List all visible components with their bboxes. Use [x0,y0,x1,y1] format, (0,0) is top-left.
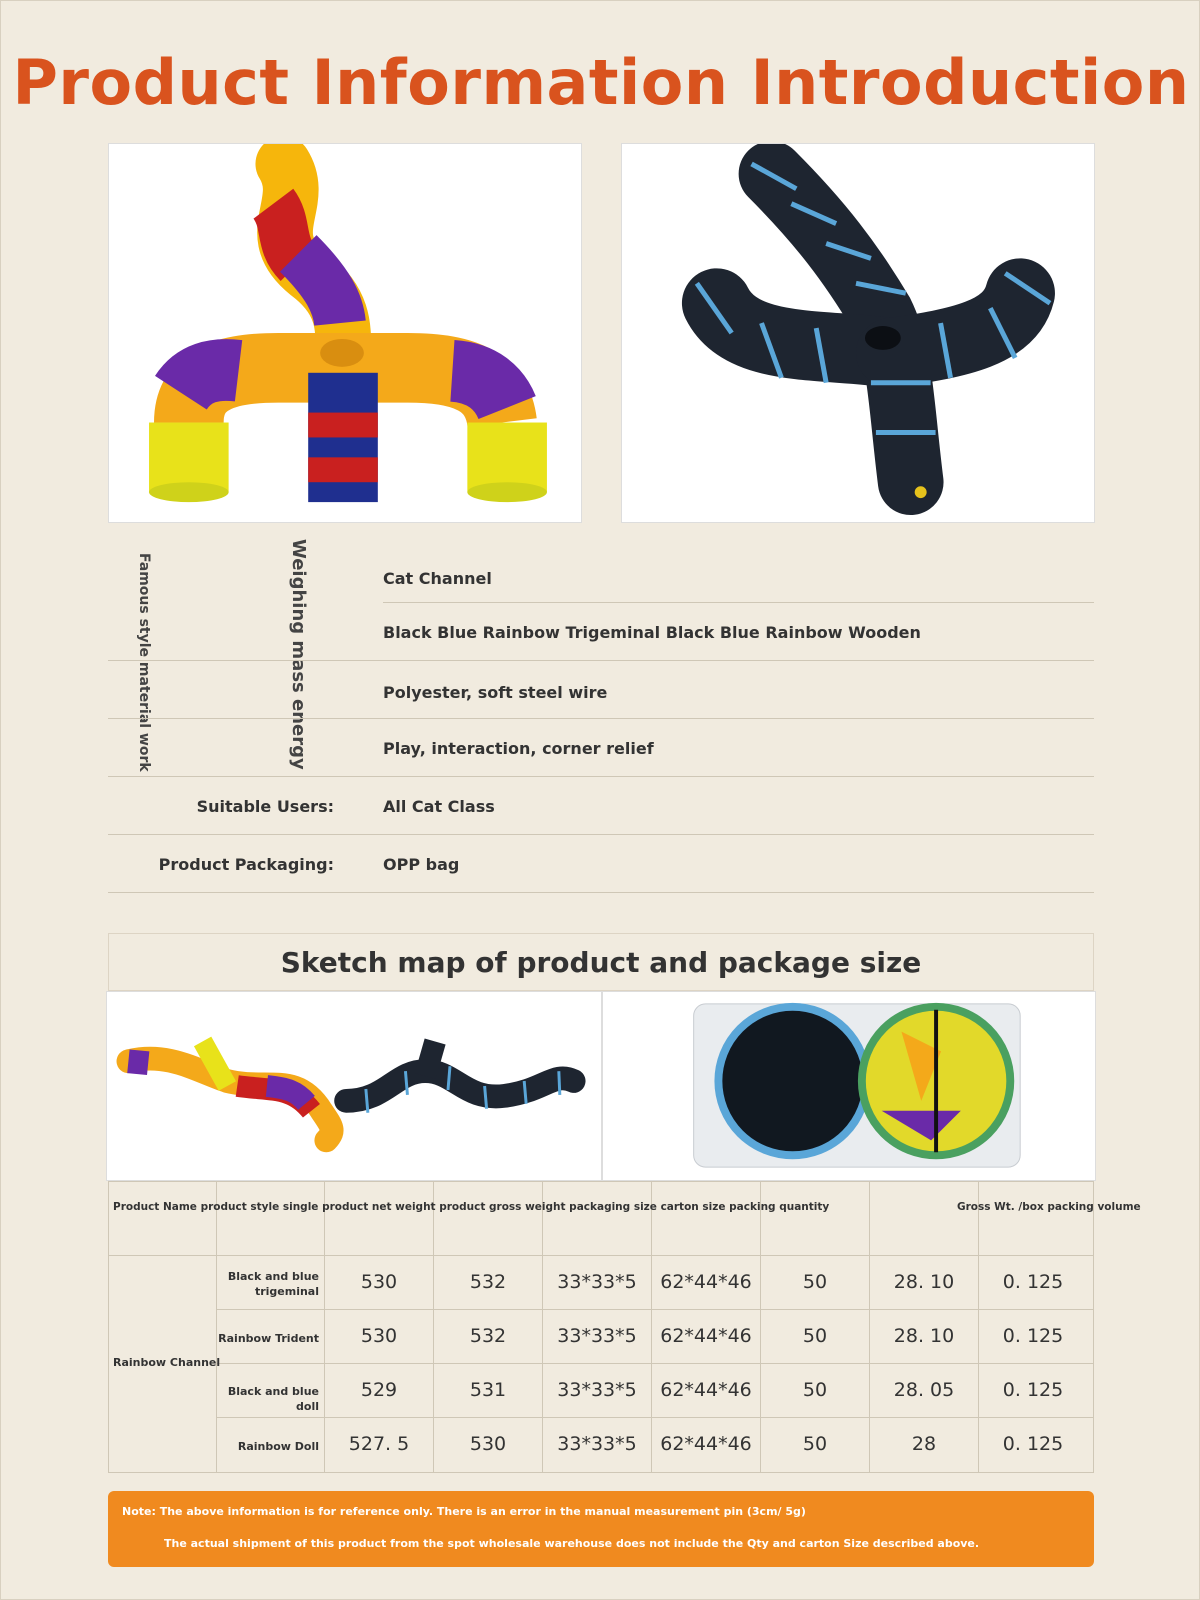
vertical-label-famous: Famous style material work [136,553,152,772]
spec-qty: 50 [802,1433,828,1455]
spec-vol: 0. 125 [1002,1379,1064,1401]
info-value: Cat Channel [383,569,492,588]
spec-net: 530 [360,1325,398,1347]
page-title: Product Information Introduction [12,46,1190,119]
spec-vol: 0. 125 [1002,1271,1064,1293]
info-value: Play, interaction, corner relief [383,739,654,758]
info-value: All Cat Class [383,797,495,816]
spec-qty: 50 [802,1325,828,1347]
spec-pack: 33*33*5 [557,1433,637,1455]
spec-pack: 33*33*5 [557,1271,637,1293]
spec-carton: 62*44*46 [660,1433,752,1455]
info-row-packaging [108,835,1094,893]
info-value: Polyester, soft steel wire [383,683,608,702]
rainbow-tunnel-illustration [109,144,581,522]
spec-carton: 62*44*46 [660,1325,752,1347]
spec-gw: 28 [911,1433,937,1455]
black-blue-tunnel-photo [621,143,1095,523]
sketch-products-photo [106,991,602,1181]
info-row-material [108,661,1094,719]
spec-style: Rainbow Trident [218,1332,319,1345]
spec-net: 529 [360,1379,398,1401]
rainbow-tunnel-photo [108,143,582,523]
sketch-section-header [108,933,1094,991]
info-label: Suitable Users: [196,797,334,816]
info-label: Product Packaging: [158,855,334,874]
spec-qty: 50 [802,1271,828,1293]
info-row-function [108,719,1094,777]
spec-gw: 28. 10 [893,1271,955,1293]
spec-qty: 50 [802,1379,828,1401]
spec-gross: 531 [469,1379,507,1401]
tunnels-side-view-illustration [107,992,601,1180]
spec-gross: 532 [469,1271,507,1293]
spec-gw: 28. 10 [893,1325,955,1347]
spec-pack: 33*33*5 [557,1325,637,1347]
spec-vol: 0. 125 [1002,1433,1064,1455]
info-row-style [108,603,1094,661]
note-banner [108,1491,1094,1567]
info-row-name [383,523,1094,603]
spec-header-main: Product Name product style single product net weight product gross weight packaging size carton size packing quantity [113,1201,830,1213]
info-value: Black Blue Rainbow Trigeminal Black Blue Rainbow Wooden [383,623,921,642]
spec-gw: 28. 05 [893,1379,955,1401]
spec-style: Black and blue trigeminal [227,1270,319,1298]
sketch-title: Sketch map of product and package size [280,945,922,979]
note-line-2: The actual shipment of this product from the spot wholesale warehouse does not include the Qty and carton Size described above. [164,1537,980,1550]
product-info-table [108,523,1094,895]
spec-pack: 33*33*5 [557,1379,637,1401]
spec-style: Black and blue doll [227,1385,319,1413]
packaged-tunnels-illustration [603,992,1095,1180]
spec-table [108,1181,1141,1473]
vertical-label-weighing: Weighing mass energy [288,539,309,770]
spec-style: Rainbow Doll [237,1440,319,1453]
sketch-package-photo [602,991,1096,1181]
info-row-users [108,777,1094,835]
info-value: OPP bag [383,855,460,874]
spec-group-name: Rainbow Channel [113,1356,221,1369]
black-blue-tunnel-illustration [622,144,1094,522]
spec-net: 527. 5 [348,1433,410,1455]
spec-carton: 62*44*46 [660,1271,752,1293]
spec-net: 530 [360,1271,398,1293]
spec-header-right: Gross Wt. /box packing volume [957,1201,1141,1213]
spec-gross: 530 [469,1433,507,1455]
spec-carton: 62*44*46 [660,1379,752,1401]
spec-gross: 532 [469,1325,507,1347]
note-line-1: Note: The above information is for reference only. There is an error in the manual measurement pin (3cm/ 5g) [122,1505,806,1518]
spec-vol: 0. 125 [1002,1325,1064,1347]
